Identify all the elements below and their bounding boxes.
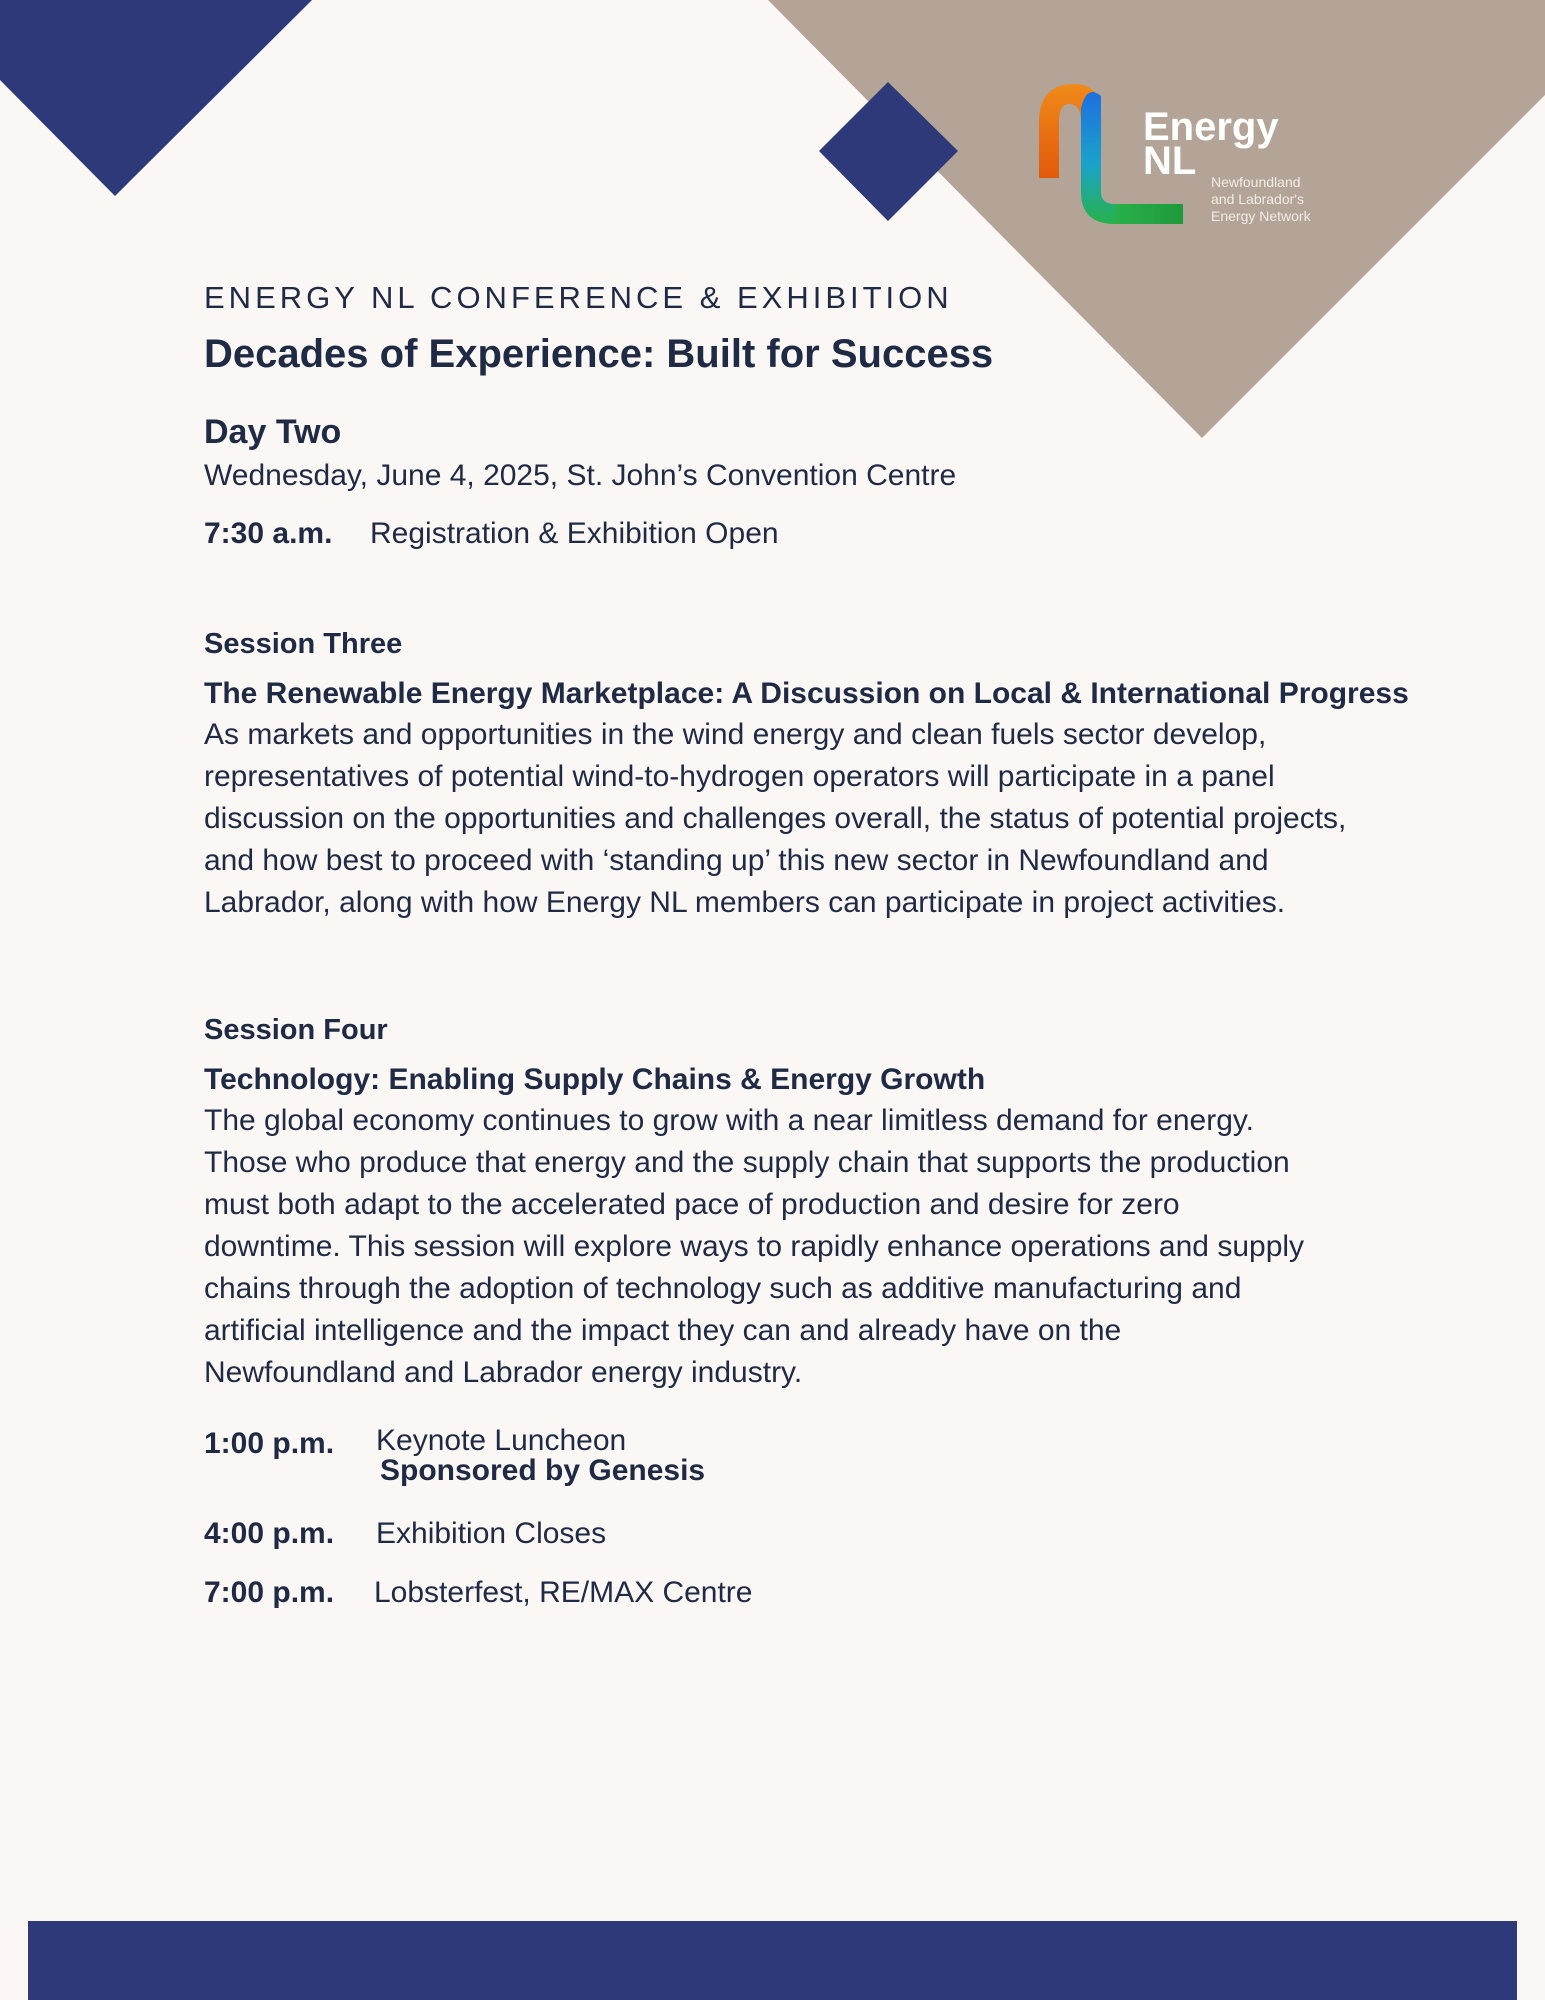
schedule-time: 4:00 p.m. — [204, 1517, 335, 1550]
description-line: The global economy continues to grow with a near limitless demand for energy. — [204, 1104, 1254, 1137]
session-three-label: Session Three — [204, 628, 403, 660]
session-four-title: Technology: Enabling Supply Chains & Energy Growth — [204, 1063, 986, 1096]
schedule-event: Exhibition Closes — [376, 1517, 607, 1550]
description-line: artificial intelligence and the impact they can and already have on the — [204, 1314, 1122, 1347]
description-line: Those who produce that energy and the supply chain that supports the production — [204, 1146, 1290, 1179]
session-four-label: Session Four — [204, 1014, 388, 1046]
schedule-item-luncheon — [204, 1426, 1534, 1486]
logo-tagline-2: and Labrador's — [1211, 191, 1304, 207]
sponsor-note: Sponsored by Genesis — [380, 1454, 706, 1487]
schedule-time: 7:30 a.m. — [204, 517, 333, 550]
day-label: Day Two — [204, 413, 342, 451]
description-line: and how best to proceed with ‘standing up’ this new sector in Newfoundland and — [204, 844, 1269, 877]
footer-bar — [28, 1921, 1517, 2000]
schedule-event-name: Keynote Luncheon — [376, 1424, 627, 1457]
description-line: chains through the adoption of technology such as additive manufacturing and — [204, 1272, 1242, 1305]
program-content — [204, 280, 1534, 1611]
session-three-description — [204, 714, 1534, 924]
schedule-event: Lobsterfest, RE/MAX Centre — [374, 1576, 753, 1609]
day-dateline: Wednesday, June 4, 2025, St. John’s Convention Centre — [204, 459, 957, 492]
description-line: discussion on the opportunities and challenges overall, the status of potential projects, — [204, 802, 1347, 835]
description-line: downtime. This session will explore ways to rapidly enhance operations and supply — [204, 1230, 1305, 1263]
schedule-time: 7:00 p.m. — [204, 1576, 335, 1609]
energy-nl-logo — [1035, 82, 1335, 232]
schedule-item-registration — [204, 516, 1534, 552]
description-line: As markets and opportunities in the wind energy and clean fuels sector develop, — [204, 718, 1267, 751]
schedule-item-lobsterfest — [204, 1575, 1534, 1611]
schedule-item-exhibition-close — [204, 1516, 1534, 1552]
session-four-description — [204, 1100, 1534, 1394]
session-four — [204, 1012, 1534, 1394]
schedule-event — [376, 1426, 705, 1486]
navy-corner-triangle — [0, 0, 312, 196]
description-line: Labrador, along with how Energy NL members can participate in project activities. — [204, 886, 1286, 919]
logo-tagline-1: Newfoundland — [1211, 174, 1301, 190]
description-line: representatives of potential wind-to-hydrogen operators will participate in a panel — [204, 760, 1275, 793]
conference-kicker: ENERGY NL CONFERENCE & EXHIBITION — [204, 280, 953, 315]
description-line: must both adapt to the accelerated pace of production and desire for zero — [204, 1188, 1180, 1221]
description-line: Newfoundland and Labrador energy industry. — [204, 1356, 803, 1389]
logo-tagline-3: Energy Network — [1211, 208, 1311, 224]
page-title: Decades of Experience: Built for Success — [204, 332, 994, 376]
logo-line2: NL — [1143, 139, 1197, 183]
session-three-title: The Renewable Energy Marketplace: A Discussion on Local & International Progress — [204, 677, 1409, 710]
logo-line1: Energy — [1143, 105, 1279, 149]
schedule-event: Registration & Exhibition Open — [370, 517, 779, 550]
session-three — [204, 626, 1534, 924]
schedule-time: 1:00 p.m. — [204, 1427, 335, 1460]
